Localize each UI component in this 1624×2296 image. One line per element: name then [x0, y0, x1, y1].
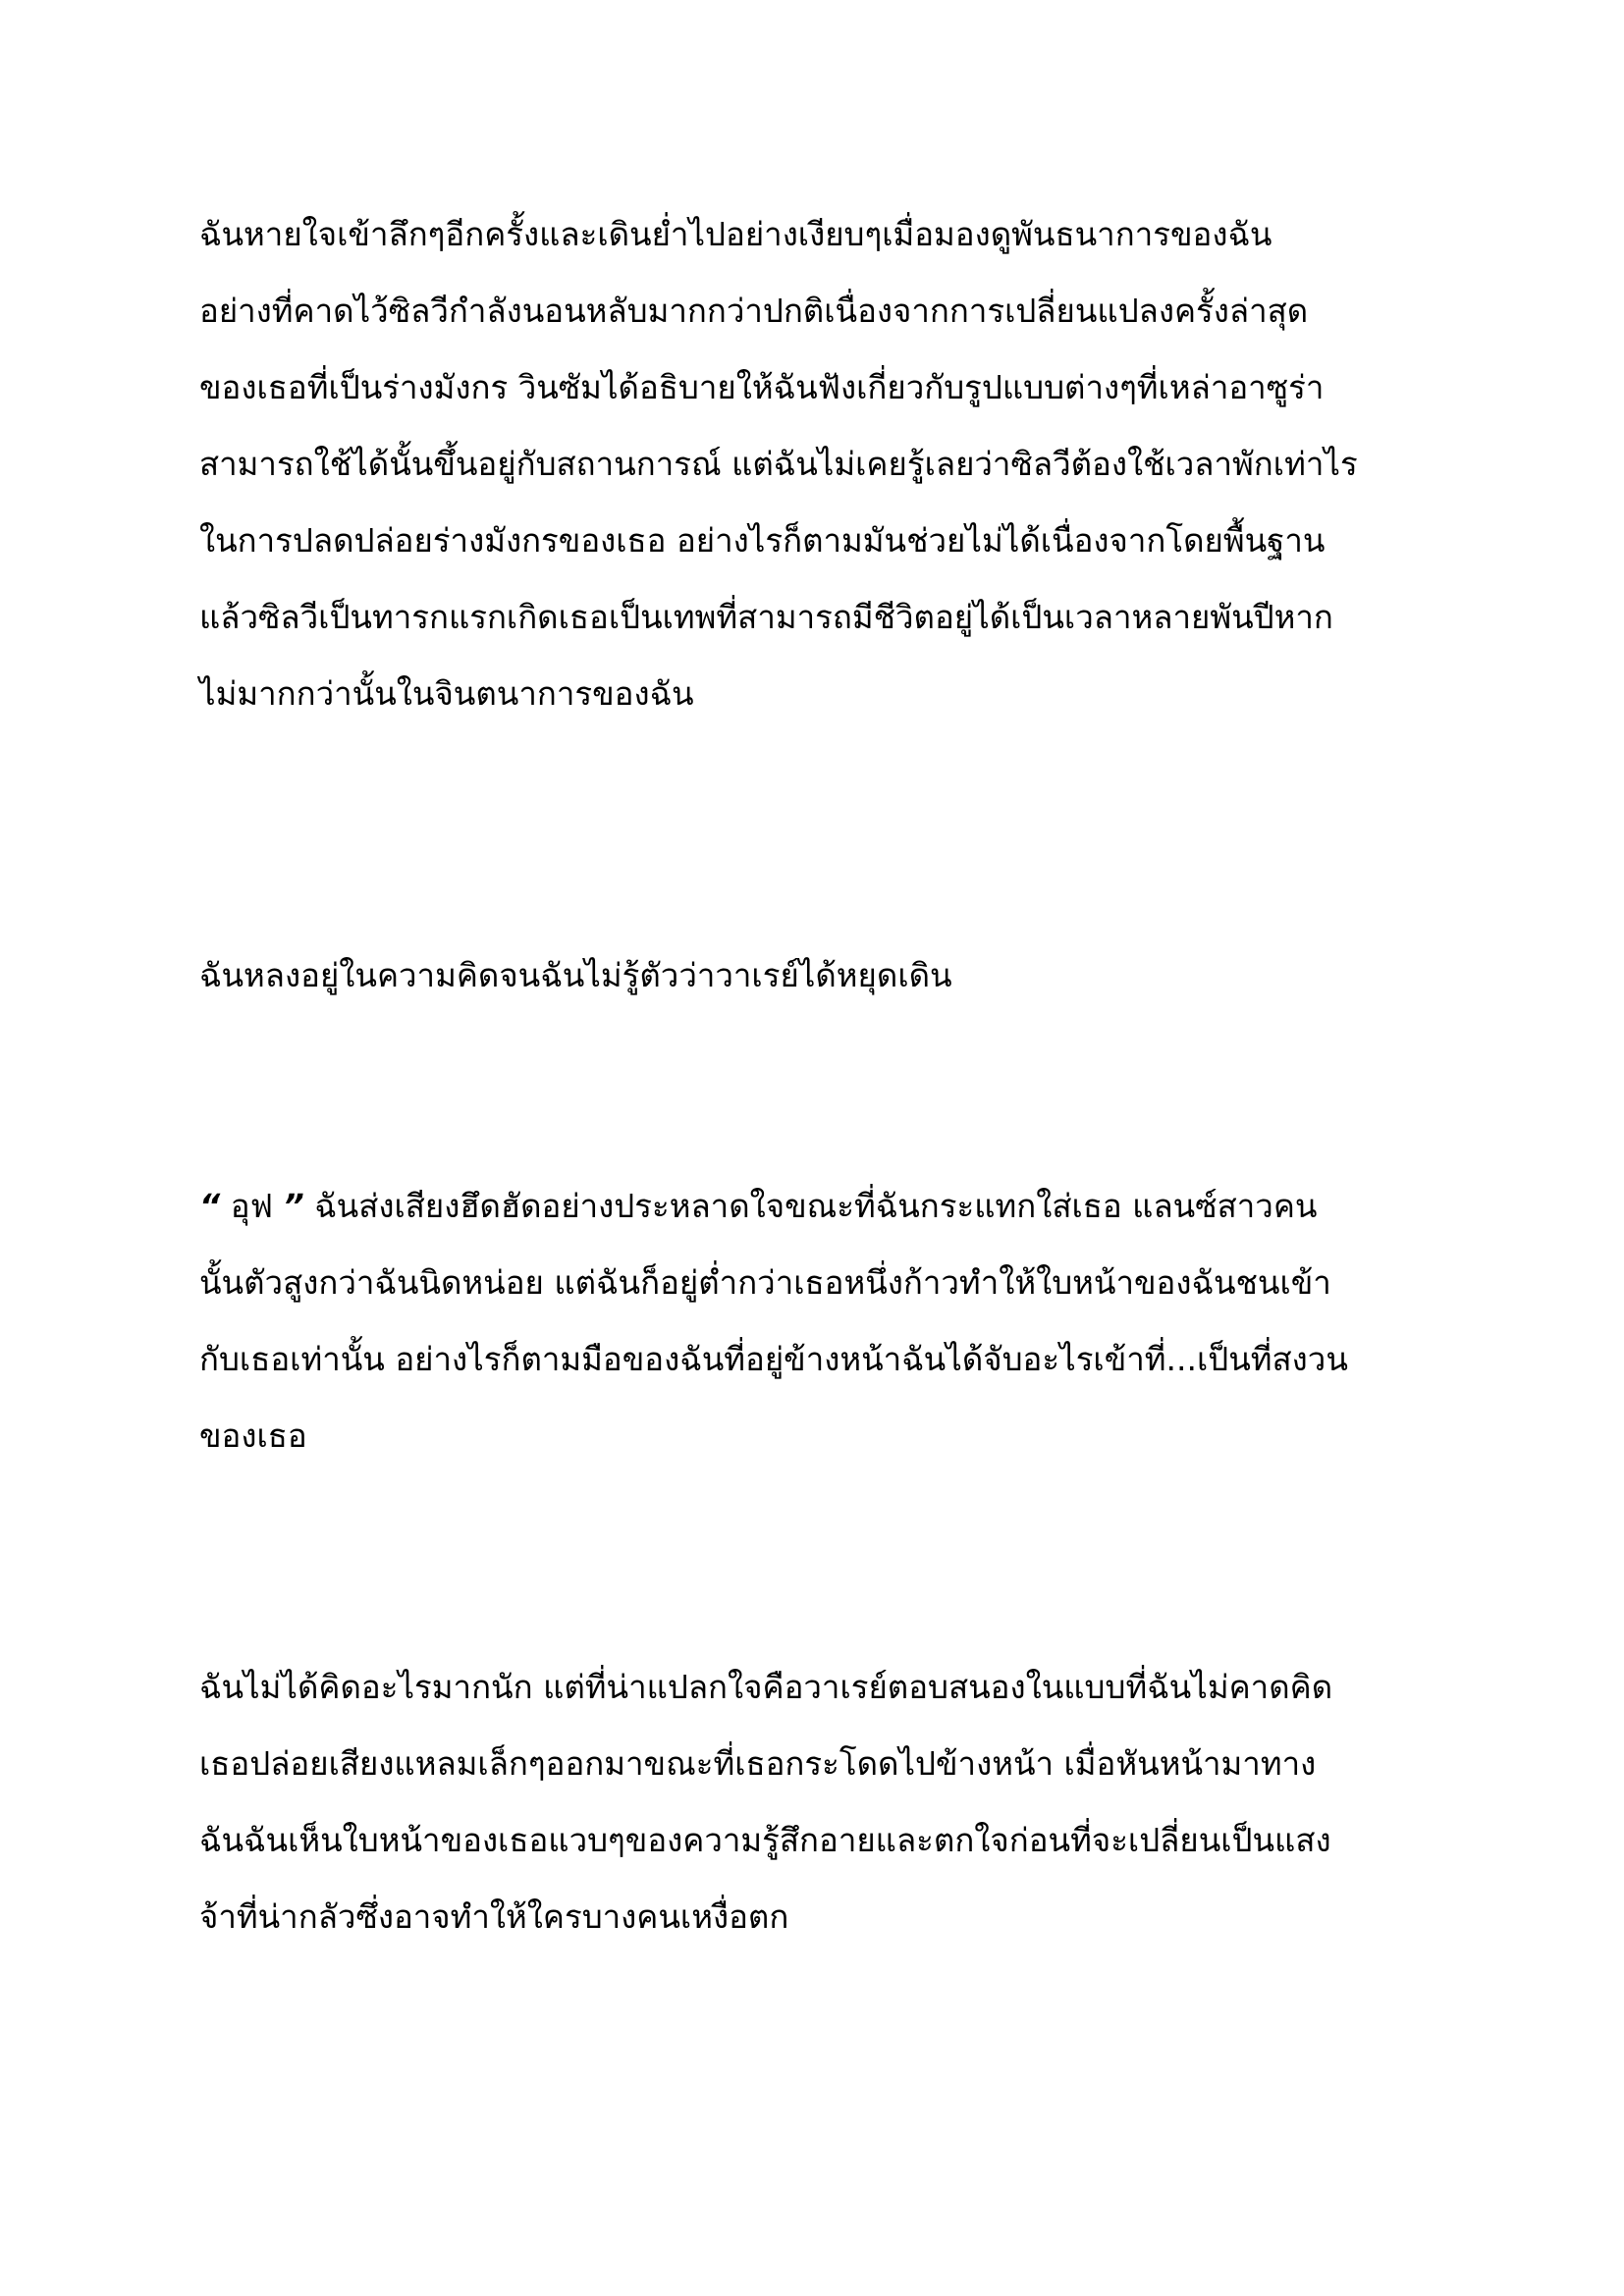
open-quote-mark: “ — [199, 1187, 221, 1225]
paragraph-3 — [199, 1168, 1436, 1474]
close-quote-mark: ” — [283, 1187, 304, 1225]
paragraph-2: ฉันหลงอยู่ในความคิดจนฉันไม่รู้ตัวว่าวาเรย์ได้หยุดเดิน — [199, 956, 952, 994]
paragraph-3-body: ฉันส่งเสียงฮึดฮัดอย่างประหลาดใจขณะที่ฉันกระแทกใส่เธอ แลนซ์สาวคน นั้นตัวสูงกว่าฉันนิดหน่อย แต่ฉันก็อยู่ต่ำกว่าเธอหนึ่งก้าวทำให้ใบหน้าของฉันชนเข้า กับเธอเท่านั้น อย่างไรก็ตามมือของฉันที่อยู่ข้างหน้าฉันได้จับอะไรเข้าที่...เป็นที่สงวน ของเธอ — [199, 1187, 1348, 1455]
paragraph-4: ฉันไม่ได้คิดอะไรมากนัก แต่ที่น่าแปลกใจคือวาเรย์ตอบสนองในแบบที่ฉันไม่คาดคิด เธอปล่อยเสียงแหลมเล็กๆออกมาขณะที่เธอกระโดดไปข้างหน้า เมื่อหันหน้ามาทาง ฉันฉันเห็นใบหน้าของเธอแวบๆของความรู้สึกอายและตกใจก่อนที่จะเปลี่ยนเป็นแสง จ้าที่น่ากลัวซึ่งอาจทำให้ใครบางคนเหงื่อตก — [199, 1668, 1333, 1936]
paragraph-1: ฉันหายใจเข้าลึกๆอีกครั้งและเดินย่ำไปอย่างเงียบๆเมื่อมองดูพันธนาการของฉัน อย่างที่คาดไว้ซิลวีกำลังนอนหลับมากกว่าปกติเนื่องจากการเปลี่ยนแปลงครั้งล่าสุด ของเธอที่เป็นร่างมังกร วินซัมได้อธิบายให้ฉันฟังเกี่ยวกับรูปแบบต่างๆที่เหล่าอาซูร่า สามารถใช้ได้นั้นขึ้นอยู่กับสถานการณ์ แต่ฉันไม่เคยรู้เลยว่าซิลวีต้องใช้เวลาพักเท่าไร ในการปลดปล่อยร่างมังกรของเธอ อย่างไรก็ตามมันช่วยไม่ได้เนื่องจากโดยพื้นฐาน แล้วซิลวีเป็นทารกแรกเกิดเธอเป็นเทพที่สามารถมีชีวิตอยู่ได้เป็นเวลาหลายพันปีหาก ไม่มากกว่านั้นในจินตนาการของฉัน — [199, 215, 1358, 713]
exclamation-text: อุฟ — [220, 1187, 284, 1225]
